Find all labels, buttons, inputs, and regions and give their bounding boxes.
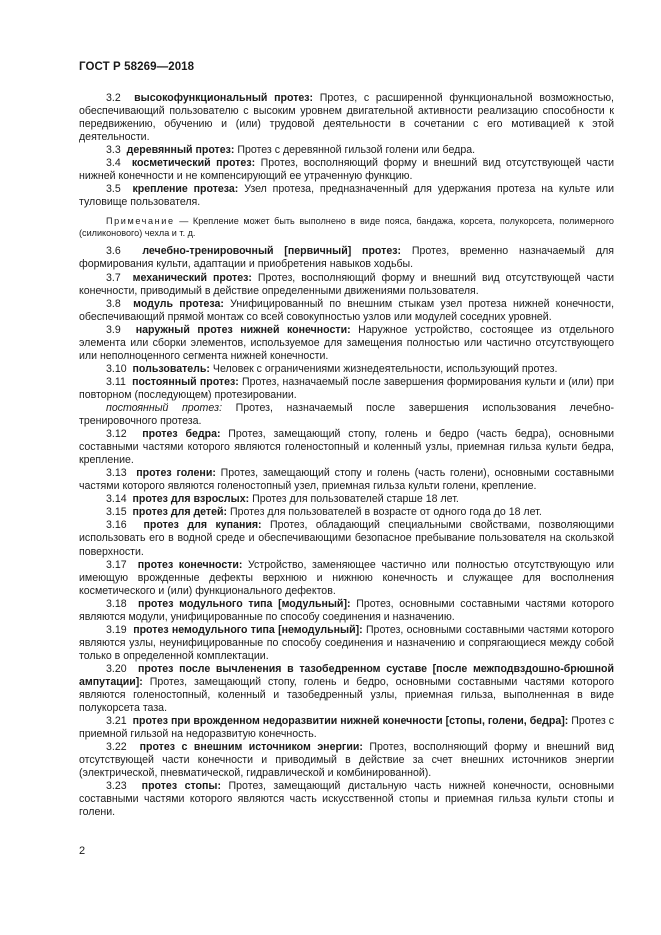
term-entry: 3.2 высокофункциональный протез: Протез, с расширенной функциональной возможностью, обеспечивающий пользователю с высоким уровнем двигательной активности реализацию способности к передвижению, обучению и (или) трудовой деятельности в сочетании с его мотивацией к этой деятельности. xyxy=(79,92,614,144)
term-definition: Протез с деревянной гильзой голени или бедра. xyxy=(237,144,476,157)
term-definition: Протез, основными составными частями которого являются узлы, неунифицированные по способу соединения и назначению и сопрягающиеся между собой только в определенной комплектации. xyxy=(79,623,614,662)
term-entry: 3.19 протез немодульного типа [немодульный]: Протез, основными составными частями которого являются узлы, неунифицированные по способу соединения и назначению и сопрягающиеся между собой только в определенной комплектации. xyxy=(79,623,614,662)
term-definition: Унифицированный по внешним стыкам узел протеза нижней конечности, обеспечивающий прямой монтаж со всей совокупностью узлов или модулей соседних уровней. xyxy=(79,297,615,323)
term-entry: 3.17 протез конечности: Устройство, заменяющее частично или полностью отсутствующую или имеющую врожденные дефекты верхнюю и нижнюю конечность и служащее для восполнения косметического и (или) функционального дефектов. xyxy=(79,558,614,597)
term-definition: Протез, восполняющий форму и внешний вид отсутствующей части конечности и приводимый в действие за счет внешних источников энергии (электрической, пневматической, гидравлической и комбинированной). xyxy=(79,741,614,780)
term-entry: 3.6 лечебно-тренировочный [первичный] протез: Протез, временно назначаемый для формирования культи, адаптации и приобретения навыков ходьбы. xyxy=(79,245,614,271)
page-number: 2 xyxy=(79,845,86,857)
standard-header: ГОСТ Р 58269—2018 xyxy=(79,61,195,73)
term-definition: Устройство, заменяющее частично или полностью отсутствующую или имеющую врожденные дефекты верхнюю и нижнюю конечность и служащее для восполнения косметического и (или) функционального дефектов. xyxy=(79,558,614,597)
term-list xyxy=(79,92,614,819)
term-entry: 3.22 протез с внешним источником энергии: Протез, восполняющий форму и внешний вид отсутствующей части конечности и приводимый в действие за счет внешних источников энергии (электрической, пневматической, гидравлической и комбинированной). xyxy=(79,741,614,780)
alt-term-definition: Протез, назначаемый после завершения использования лечебно-тренировочного протеза. xyxy=(79,401,614,428)
term-name: протез при врожденном недоразвитии нижней конечности [стопы, голени, бедра]: xyxy=(132,715,569,728)
term-definition: Протез, замещающий стопу, голень и бедро (часть бедра), основными составными частями которого являются голеностопный и коленный узлы, приемная гильза культи бедра, крепление. xyxy=(79,428,614,467)
term-definition: Человек с ограничениями жизнедеятельности, использующий протез. xyxy=(212,362,558,375)
term-entry: 3.12 протез бедра: Протез, замещающий стопу, голень и бедро (часть бедра), основными составными частями которого являются голеностопный и коленный узлы, приемная гильза культи бедра, крепление. xyxy=(79,428,614,467)
term-entry: 3.9 наружный протез нижней конечности: Наружное устройство, состоящее из отдельного элемента или сборки элементов, используемое для замещения полностью или частично отсутствующего или неполноценного сегмента нижней конечности. xyxy=(79,323,615,362)
note-text: — Крепление может быть выполнено в виде пояса, бандажа, корсета, полукорсета, полимерного (силиконового) чехла и т. д. xyxy=(79,216,614,239)
term-name: протез для детей: xyxy=(132,506,228,519)
alternative-term xyxy=(79,402,614,428)
term-definition: Протез, временно назначаемый для формирования культи, адаптации и приобретения навыков ходьбы. xyxy=(79,245,614,271)
term-entry: 3.8 модуль протеза: Унифицированный по внешним стыкам узел протеза нижней конечности, обеспечивающий прямой монтаж со всей совокупностью узлов или модулей соседних уровней. xyxy=(79,297,615,323)
term-entry: 3.10 пользователь: Человек с ограничениями жизнедеятельности, использующий протез. xyxy=(106,362,558,375)
term-definition: Протез, с расширенной функциональной возможностью, обеспечивающий пользователю с высоким уровнем двигательной активности реализацию способности к передвижению, обучению и (или) трудовой деятельности в сочетании с его мотивацией к этой деятельности. xyxy=(79,92,614,144)
term-name: постоянный протез: xyxy=(132,375,239,388)
term-name: протез бедра: xyxy=(142,428,221,441)
term-name: протез стопы: xyxy=(141,780,222,793)
term-definition: Протез для пользователей в возрасте от одного года до 18 лет. xyxy=(230,506,542,519)
term-entry: 3.4 косметический протез: Протез, восполняющий форму и внешний вид отсутствующей части нижней конечности и не компенсирующий ее утраченную функцию. xyxy=(79,157,614,183)
term-definition: Протез, замещающий дистальную часть нижней конечности, основными составными частями которого являются часть искусственной стопы и приемная гильза культи стопы и голени. xyxy=(79,780,614,819)
term-definition: Узел протеза, предназначенный для удержания протеза на культе или туловище пользователя. xyxy=(79,183,615,209)
term-definition: Протез с приемной гильзой на недоразвитую конечность. xyxy=(79,715,614,741)
term-name: протез конечности: xyxy=(137,558,243,571)
term-name: крепление протеза: xyxy=(132,183,239,196)
term-entry: 3.15 протез для детей: Протез для пользователей в возрасте от одного года до 18 лет. xyxy=(106,506,542,519)
term-name: пользователь: xyxy=(132,362,210,375)
term-entry: 3.13 протез голени: Протез, замещающий стопу и голень (часть голени), основными составными частями которого являются голеностопный узел, приемная гильза культи голени, крепление. xyxy=(79,467,614,493)
term-name: модуль протеза: xyxy=(133,297,224,310)
term-definition: Протез, обладающий специальными свойствами, позволяющими использовать его в водной среде и обеспечивающими безопасное пребывание пользователя на скользкой поверхности. xyxy=(79,519,614,558)
term-name: протез после вычленения в тазобедренном суставе [после межподвздошно-брюшной ампутации]: xyxy=(79,662,614,688)
note xyxy=(79,215,614,239)
term-name: высокофункциональный протез: xyxy=(134,92,314,104)
term-definition: Протез, восполняющий форму и внешний вид отсутствующей части нижней конечности и не компенсирующий ее утраченную функцию. xyxy=(79,157,614,183)
term-entry: 3.5 крепление протеза: Узел протеза, предназначенный для удержания протеза на культе или туловище пользователя. xyxy=(79,183,615,209)
term-name: деревянный протез: xyxy=(126,144,235,157)
term-name: протез для купания: xyxy=(143,519,262,532)
term-definition: Протез, основными составными частями которого являются модули, унифицированные по способу соединения и назначению. xyxy=(79,597,614,623)
term-definition: Наружное устройство, состоящее из отдельного элемента или сборки элементов, используемое для замещения полностью или частично отсутствующего или неполноценного сегмента нижней конечности. xyxy=(79,323,615,362)
term-entry: 3.18 протез модульного типа [модульный]: Протез, основными составными частями которого являются модули, унифицированные по способу соединения и назначению. xyxy=(79,597,614,623)
term-entry: 3.3 деревянный протез: Протез с деревянной гильзой голени или бедра. xyxy=(106,144,476,157)
note-label: Примечание xyxy=(106,216,175,227)
term-definition: Протез для пользователей старше 18 лет. xyxy=(252,493,459,506)
term-entry: 3.11 постоянный протез: Протез, назначаемый после завершения формирования культи и (или) при повторном (последующем) протезировании. xyxy=(79,375,614,401)
term-definition: Протез, восполняющий форму и внешний вид отсутствующей части конечности, приводимый в действие определенными движениями пользователя. xyxy=(79,271,614,297)
term-name: наружный протез нижней конечности: xyxy=(135,323,351,336)
term-entry: 3.16 протез для купания: Протез, обладающий специальными свойствами, позволяющими использовать его в водной среде и обеспечивающими безопасное пребывание пользователя на скользкой поверхности. xyxy=(79,519,614,558)
term-definition: Протез, замещающий стопу и голень (часть голени), основными составными частями которого являются голеностопный узел, приемная гильза культи голени, крепление. xyxy=(79,467,614,493)
term-entry: 3.23 протез стопы: Протез, замещающий дистальную часть нижней конечности, основными составными частями которого являются часть искусственной стопы и приемная гильза культи стопы и голени. xyxy=(79,780,614,819)
term-name: протез с внешним источником энергии: xyxy=(139,741,363,754)
term-name: косметический протез: xyxy=(131,157,256,170)
term-definition: Протез, замещающий стопу, голень и бедро, основными составными частями которого являются голеностопный, коленный и тазобедренный узлы, приемная гильза, выполненная в виде полукорсета таза. xyxy=(79,675,614,715)
term-entry: 3.14 протез для взрослых: Протез для пользователей старше 18 лет. xyxy=(106,493,459,506)
term-name: протез голени: xyxy=(136,467,216,480)
term-name: лечебно-тренировочный [первичный] протез: xyxy=(142,245,402,258)
alt-term-name: постоянный протез: xyxy=(106,401,223,414)
term-name: механический протез: xyxy=(132,271,252,284)
term-definition: Протез, назначаемый после завершения формирования культи и (или) при повторном (последующем) протезировании. xyxy=(79,375,614,401)
term-entry: 3.7 механический протез: Протез, восполняющий форму и внешний вид отсутствующей части конечности, приводимый в действие определенными движениями пользователя. xyxy=(79,271,614,297)
term-entry: 3.21 протез при врожденном недоразвитии нижней конечности [стопы, голени, бедра]: Протез с приемной гильзой на недоразвитую конечность. xyxy=(79,715,614,741)
term-name: протез немодульного типа [немодульный]: xyxy=(133,623,363,636)
term-entry: 3.20 протез после вычленения в тазобедренном суставе [после межподвздошно-брюшной ампутации]: Протез, замещающий стопу, голень и бедро, основными составными частями которого являются голеностопный, коленный и тазобедренный узлы, приемная гильза, выполненная в виде полукорсета таза. xyxy=(79,662,614,715)
term-name: протез для взрослых: xyxy=(132,493,250,506)
term-name: протез модульного типа [модульный]: xyxy=(138,597,351,610)
